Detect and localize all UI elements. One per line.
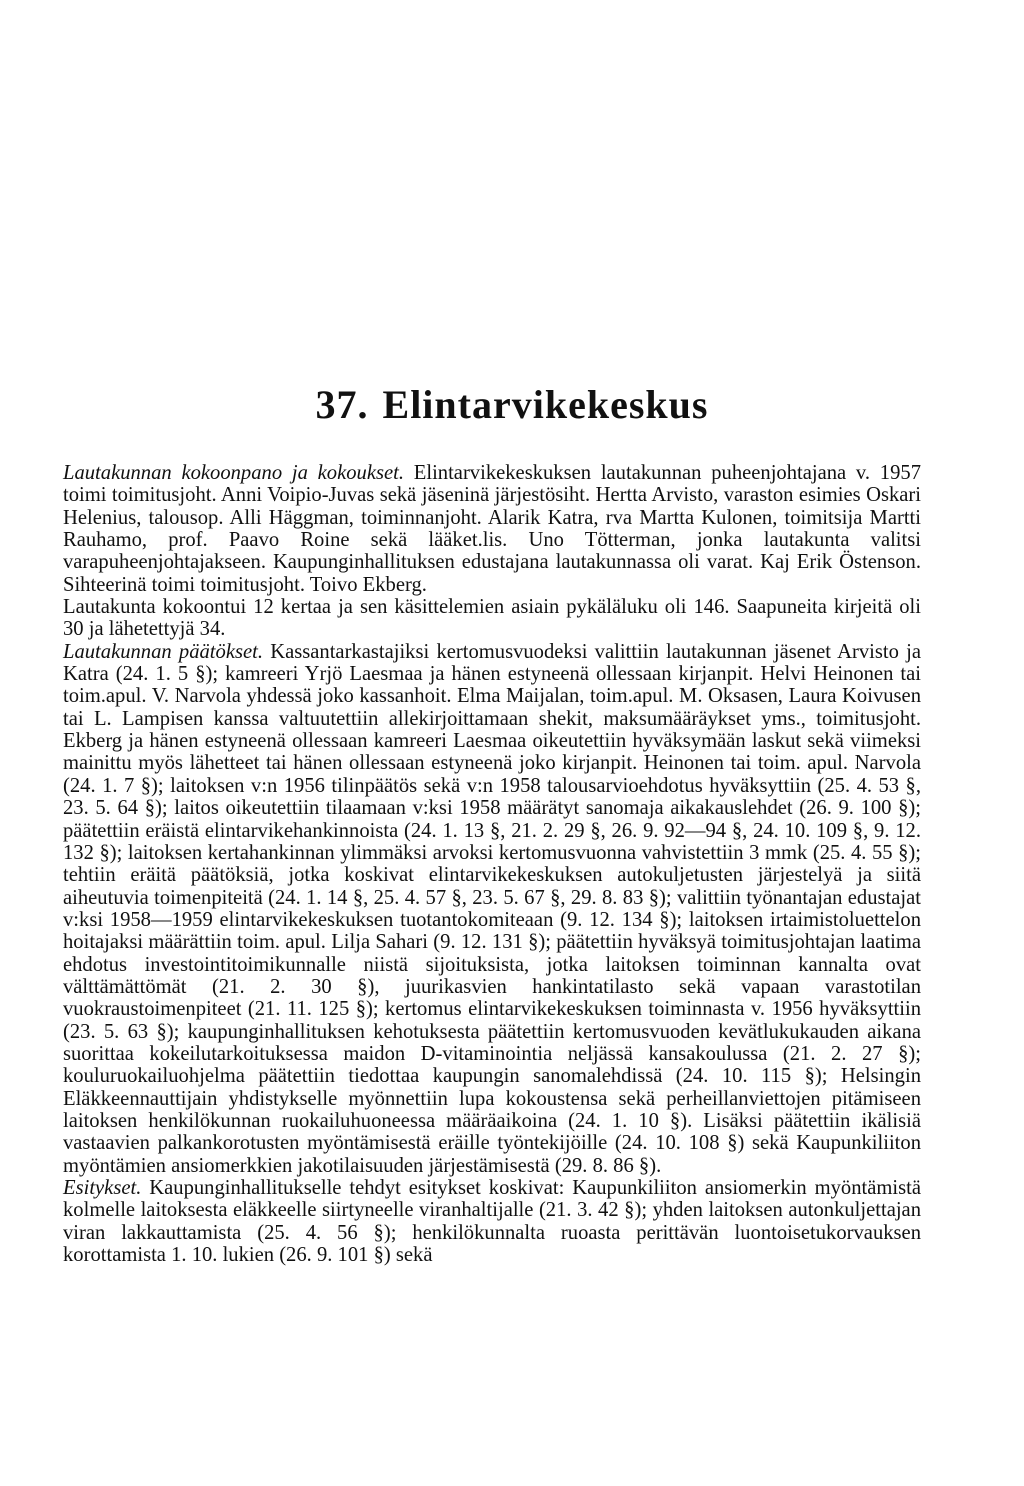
paragraph-paatokset <box>63 641 921 1177</box>
section-title: Elintarvikekeskus <box>382 382 709 427</box>
paragraph-text: Kassantarkastajiksi kertomusvuodeksi valittiin lautakunnan jäsenet Arvisto ja Katra (24. 1. 5 §); kamreeri Yrjö Laesmaa ja hänen estyneenä ollessaan kirjanpit. Helvi Heinonen tai toim.apul. V. Narvola yhdessä joko kassanhoit. Elma Maijalan, toim.apul. M. Oksasen, Laura Koivusen tai L. Lampisen kanssa valtuutettiin allekirjoittamaan shekit, maksumääräykset yms., toimitusjoht. Ekberg ja hänen estyneenä ollessaan kamreeri Laesmaa oikeutettiin hyväksymään laskut sekä viimeksi mainittu myös lähetteet tai hänen ollessaan estyneenä joko kirjanpit. Heinonen tai toim. apul. Narvola (24. 1. 7 §); laitoksen v:n 1956 tilinpäätös sekä v:n 1958 talousarvioehdotus hyväksyttiin (25. 4. 53 §, 23. 5. 64 §); laitos oikeutettiin tilaamaan v:ksi 1958 määrätyt sanomaja aikakauslehdet (26. 9. 100 §); päätettiin eräistä elintarvikehankinnoista (24. 1. 13 §, 21. 2. 29 §, 26. 9. 92—94 §, 24. 10. 109 §, 9. 12. 132 §); laitoksen kertahankinnan ylimmäksi arvoksi kertomusvuonna vahvistettiin 3 mmk (25. 4. 55 §); tehtiin eräitä päätöksiä, jotka koskivat elintarvikekeskuksen autokuljetusten järjestelyä ja siitä aiheutuvia toimenpiteitä (24. 1. 14 §, 25. 4. 57 §, 23. 5. 67 §, 29. 8. 83 §); valittiin työnantajan edustajat v:ksi 1958—1959 elintarvikekeskuksen tuotantokomiteaan (9. 12. 134 §); laitoksen irtaimistoluettelon hoitajaksi määrättiin toim. apul. Lilja Sahari (9. 12. 131 §); päätettiin hyväksyä toimitusjohtajan laatima ehdotus investointitoimikunnalle niistä sijoituksista, jotka laitoksen toiminnan kannalta ovat välttämättömät (21. 2. 30 §), juurikasvien hankintatilasto sekä vapaan varastotilan vuokraustoimenpiteet (21. 11. 125 §); kertomus elintarvikekeskuksen toiminnasta v. 1956 hyväksyttiin (23. 5. 63 §); kaupunginhallituksen kehotuksesta päätettiin kertomusvuoden kevätlukukauden aikana suorittaa kokeilutarkoituksessa maidon D-vitaminointia neljässä kansakoulussa (21. 2. 27 §); kouluruokailuohjelma päätettiin tiedottaa kaupungin sanomalehdissä (24. 10. 115 §); Helsingin Eläkkeennauttijain yhdistykselle myönnettiin lupa kokoustensa sekä perheillanviettojen pitämiseen laitoksen henkilökunnan ruokailuhuoneessa määräaikoina (24. 1. 10 §). Lisäksi päätettiin ikälisiä vastaavien palkankorotusten myöntämisestä eräille työntekijöille (24. 10. 108 §) sekä Kaupunkiliiton myöntämien ansiomerkkien jakotilaisuuden järjestämisestä (29. 8. 86 §). <box>63 640 921 1177</box>
section-number: 37. <box>315 382 369 427</box>
paragraph-text: Kaupunginhallitukselle tehdyt esitykset koskivat: Kaupunkiliiton ansiomerkin myöntämistä kolmelle laitoksesta eläkkeelle siirtyneelle viranhaltijalle (21. 3. 42 §); yhden laitoksen autonkuljettajan viran lakkauttamista (25. 4. 56 §); henkilökunnalta ruoasta perittävän luontoisetukorvauksen korottamista 1. 10. lukien (26. 9. 101 §) sekä <box>63 1177 921 1267</box>
paragraph-kokoonpano <box>63 462 921 596</box>
paragraph-esitykset <box>63 1177 921 1266</box>
body-text <box>63 462 921 1266</box>
section-heading <box>0 381 1024 429</box>
paragraph-lead: Esitykset. <box>63 1177 142 1199</box>
paragraph-kokoukset <box>63 596 921 641</box>
paragraph-text: Elintarvikekeskuksen lautakunnan puheenjohtajana v. 1957 toimi toimitusjoht. Anni Voipio-Juvas sekä jäseninä järjestösiht. Hertta Arvisto, varaston esimies Oskari Helenius, talousop. Alli Häggman, toiminnanjoht. Alarik Katra, rva Martta Kulonen, toimitsija Martti Rauhamo, prof. Paavo Roine sekä lääket.lis. Uno Tötterman, jonka lautakunta valitsi varapuheenjohtajakseen. Kaupunginhallituksen edustajana lautakunnassa oli varat. Kaj Erik Östenson. Sihteerinä toimi toimitusjoht. Toivo Ekberg. <box>63 462 921 596</box>
paragraph-text: Lautakunta kokoontui 12 kertaa ja sen käsittelemien asiain pykäläluku oli 146. Saapuneita kirjeitä oli 30 ja lähetettyjä 34. <box>63 596 921 641</box>
paragraph-lead: Lautakunnan päätökset. <box>63 640 263 663</box>
paragraph-lead: Lautakunnan kokoonpano ja kokoukset. <box>63 462 404 484</box>
